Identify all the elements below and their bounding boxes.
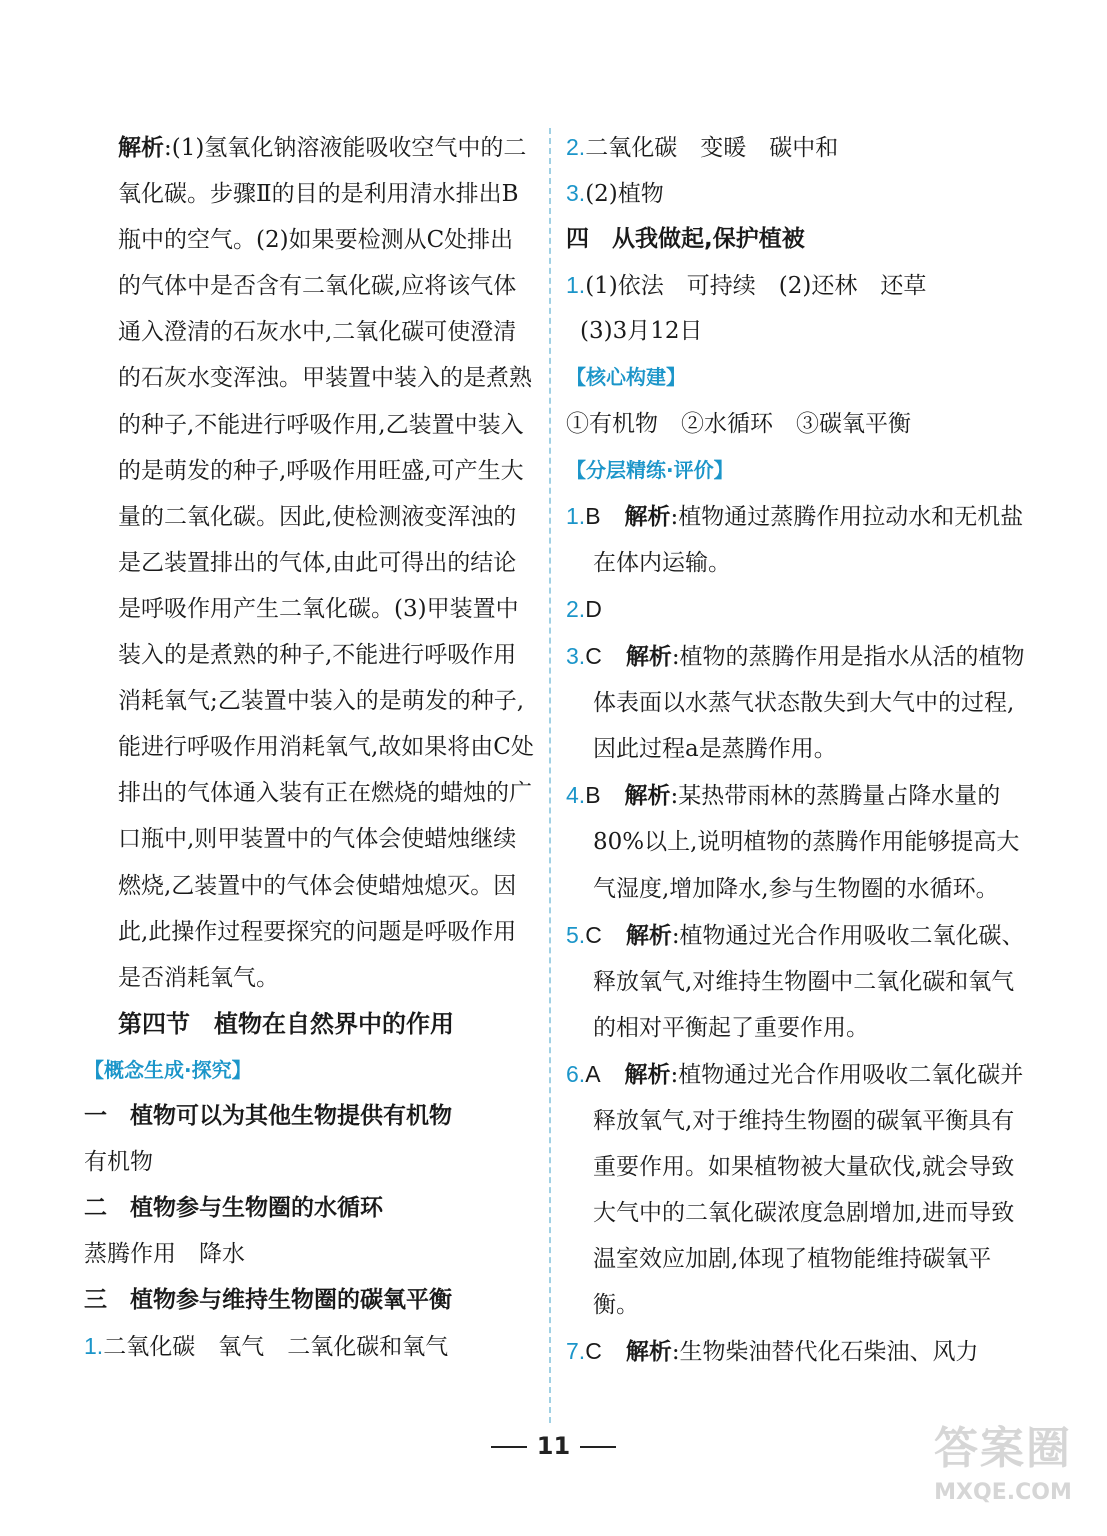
question-text: (2)植物 xyxy=(585,181,664,208)
watermark-url: MXQE.COM xyxy=(934,1480,1072,1505)
item-answer: C xyxy=(585,1338,602,1365)
question-number: 1. xyxy=(566,272,586,299)
heading-2: 二 植物参与生物圈的水循环 xyxy=(84,1195,383,1222)
practice-item xyxy=(566,1328,1026,1375)
item-analysis-text: :植物的蒸腾作用是指水从活的植物体表面以水蒸气状态散失到大气中的过程,因此过程a是蒸腾作用。 xyxy=(593,644,1025,763)
heading-3: 三 植物参与维持生物圈的碳氧平衡 xyxy=(84,1287,452,1314)
item-analysis-label: 解析 xyxy=(624,782,671,809)
item-analysis-label: 解析 xyxy=(625,1338,672,1365)
watermark xyxy=(913,1420,1093,1528)
practice-item xyxy=(566,493,1026,586)
item-analysis-label: 解析 xyxy=(624,502,671,529)
item-analysis-text: :植物通过光合作用吸收二氧化碳并释放氧气,对于维持生物圈的碳氧平衡具有重要作用。如果植物被大量砍伐,就会导致大气中的二氧化碳浓度急剧增加,进而导致温室效应加剧,体现了植物能维持碳氧平衡。 xyxy=(593,1061,1024,1319)
answer-2: 蒸腾作用 降水 xyxy=(84,1241,245,1268)
item-number: 4. xyxy=(566,782,586,809)
item-answer: C xyxy=(585,643,602,670)
question-4 xyxy=(566,262,1026,308)
question-2 xyxy=(566,124,1026,170)
right-column xyxy=(566,124,1026,1376)
item-answer: D xyxy=(585,595,602,622)
heading-1: 一 植物可以为其他生物提供有机物 xyxy=(84,1102,452,1129)
section-title: 第四节 植物在自然界中的作用 xyxy=(118,1009,454,1038)
page-number-text: 11 xyxy=(536,1432,571,1460)
page-dash-left xyxy=(491,1446,527,1448)
tag-core: 【核心构建】 xyxy=(566,365,686,390)
practice-list xyxy=(566,493,1026,1376)
item-analysis-text: :某热带雨林的蒸腾量占降水量的80%以上,说明植物的蒸腾作用能够提高大气湿度,增加降水,参与生物圈的水循环。 xyxy=(593,783,1020,902)
column-divider xyxy=(549,128,551,1423)
analysis-text: :(1)氢氧化钠溶液能吸收空气中的二氧化碳。步骤Ⅱ的目的是利用清水排出B瓶中的空气。(2)如果要检测从C处排出的气体中是否含有二氧化碳,应将该气体通入澄清的石灰水中,二氧化碳可使澄清的石灰水变浑浊。甲装置中装入的是煮熟的种子,不能进行呼吸作用,乙装置中装入的是萌发的种子,呼吸作用旺盛,可产生大量的二氧化碳。因此,使检测液变浑浊的是乙装置排出的气体,由此可得出的结论是呼吸作用产生二氧化碳。(3)甲装置中装入的是煮熟的种子,不能进行呼吸作用消耗氧气;乙装置中装入的是萌发的种子,能进行呼吸作用消耗氧气,故如果将由C处排出的气体通入装有正在燃烧的蜡烛的广口瓶中,则甲装置中的气体会使蜡烛继续燃烧,乙装置中的气体会使蜡烛熄灭。因此,此操作过程要探究的问题是呼吸作用是否消耗氧气。 xyxy=(118,135,534,991)
item-number: 5. xyxy=(566,921,586,948)
practice-item xyxy=(566,586,1026,633)
item-analysis-label: 解析 xyxy=(625,921,672,948)
item-answer: B xyxy=(585,502,601,529)
item-analysis-label: 解析 xyxy=(624,1060,671,1087)
item-answer: A xyxy=(585,1060,601,1087)
core-text: ①有机物 ②水循环 ③碳氧平衡 xyxy=(566,410,911,437)
item-answer: C xyxy=(585,921,602,948)
tag-practice: 【分层精练·评价】 xyxy=(566,457,734,482)
question-text: 二氧化碳 变暖 碳中和 xyxy=(585,135,839,161)
practice-item xyxy=(566,772,1026,911)
item-answer: B xyxy=(585,782,601,809)
watermark-logo-text: 答案圈 xyxy=(934,1423,1072,1474)
item-number: 3. xyxy=(566,643,586,670)
practice-item xyxy=(566,633,1026,772)
heading-4: 四 从我做起,保护植被 xyxy=(566,226,805,253)
practice-item xyxy=(566,1051,1026,1329)
question-4-line2: (3)3月12日 xyxy=(580,318,703,345)
question-number: 3. xyxy=(566,180,586,207)
answer-1: 有机物 xyxy=(84,1149,153,1176)
analysis-label: 解析 xyxy=(118,134,164,160)
page-dash-right xyxy=(580,1446,616,1448)
practice-item xyxy=(566,912,1026,1051)
item-number: 1. xyxy=(566,502,586,529)
question-text: 二氧化碳 氧气 二氧化碳和氧气 xyxy=(103,1334,449,1361)
item-analysis-text: :生物柴油替代化石柴油、风力 xyxy=(671,1339,979,1366)
question-1 xyxy=(84,1323,534,1369)
item-analysis-text: :植物通过蒸腾作用拉动水和无机盐在体内运输。 xyxy=(593,503,1024,576)
question-number: 2. xyxy=(566,134,586,160)
item-number: 7. xyxy=(566,1338,586,1365)
item-number: 2. xyxy=(566,595,586,622)
analysis-paragraph xyxy=(84,124,534,1001)
item-number: 6. xyxy=(566,1060,586,1087)
question-3 xyxy=(566,170,1026,216)
item-analysis-label: 解析 xyxy=(625,643,672,670)
left-column xyxy=(84,124,534,1370)
item-analysis-text: :植物通过光合作用吸收二氧化碳、释放氧气,对维持生物圈中二氧化碳和氧气的相对平衡起了重要作用。 xyxy=(593,922,1025,1041)
question-text-line1: (1)依法 可持续 (2)还林 还草 xyxy=(585,273,927,300)
tag-concept: 【概念生成·探究】 xyxy=(84,1057,252,1082)
question-number: 1. xyxy=(84,1333,104,1360)
